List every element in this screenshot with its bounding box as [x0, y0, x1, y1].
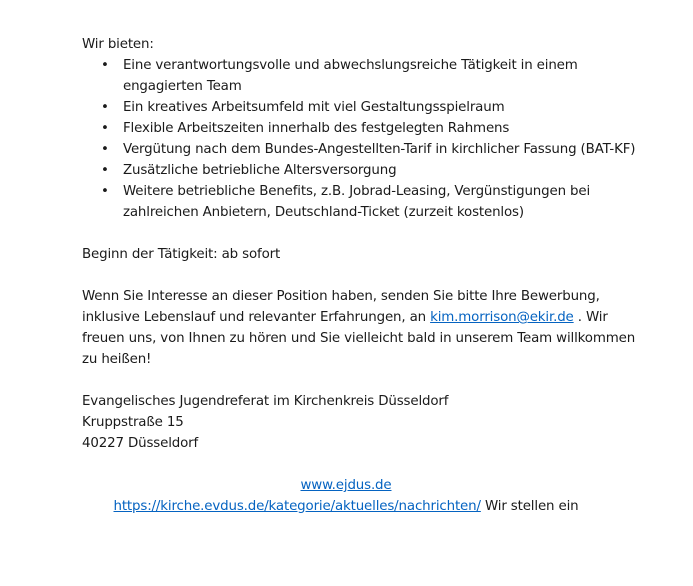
application-text-after: . Wir freuen uns, von Ihnen zu hören und Sie vielleicht bald in unserem Team willkommen zu heißen!	[82, 310, 636, 367]
website-line	[82, 475, 610, 496]
bullet-icon: •	[101, 121, 109, 136]
news-suffix: Wir stellen ein	[480, 499, 579, 514]
address-street: Kruppstraße 15	[82, 415, 184, 430]
application-paragraph	[82, 286, 642, 370]
list-item-text: Zusätzliche betriebliche Altersversorgung	[123, 163, 397, 178]
offer-heading: Wir bieten:	[82, 37, 154, 52]
bullet-icon: •	[101, 142, 109, 157]
spacer	[82, 265, 642, 286]
list-item	[82, 181, 642, 223]
list-item	[82, 97, 642, 118]
list-item-text: Vergütung nach dem Bundes-Angestellten-Tarif in kirchlicher Fassung (BAT-KF)	[123, 142, 636, 157]
list-item-text: Ein kreatives Arbeitsumfeld mit viel Gestaltungsspielraum	[123, 100, 505, 115]
document-body	[82, 34, 642, 517]
address-organization: Evangelisches Jugendreferat im Kirchenkreis Düsseldorf	[82, 394, 449, 409]
list-item	[82, 139, 642, 160]
bullet-icon: •	[101, 100, 109, 115]
application-text-before: Wenn Sie Interesse an dieser Position haben, senden Sie bitte Ihre Bewerbung, inklusive Lebenslauf und relevanter Erfahrungen, an	[82, 289, 600, 325]
website-link[interactable]: www.ejdus.de	[300, 478, 392, 493]
news-link[interactable]: https://kirche.evdus.de/kategorie/aktuelles/nachrichten/	[113, 499, 481, 514]
address-city: 40227 Düsseldorf	[82, 436, 199, 451]
bullet-icon: •	[101, 58, 109, 73]
email-link[interactable]: kim.morrison@ekir.de	[430, 310, 574, 325]
list-item	[82, 55, 642, 97]
spacer	[82, 370, 642, 391]
bullet-icon: •	[101, 184, 109, 199]
news-line	[82, 496, 610, 517]
start-date-text: Beginn der Tätigkeit: ab sofort	[82, 247, 281, 262]
list-item	[82, 160, 642, 181]
list-item-text: Eine verantwortungsvolle und abwechslungsreiche Tätigkeit in einem engagierten Team	[123, 58, 578, 94]
list-item	[82, 118, 642, 139]
list-item-text: Flexible Arbeitszeiten innerhalb des festgelegten Rahmens	[123, 121, 510, 136]
list-item-text: Weitere betriebliche Benefits, z.B. Jobrad-Leasing, Vergünstigungen bei zahlreichen Anbietern, Deutschland-Ticket (zurzeit kostenlos)	[123, 184, 591, 220]
offer-list	[82, 55, 642, 223]
spacer	[82, 223, 642, 244]
spacer	[82, 454, 642, 475]
bullet-icon: •	[101, 163, 109, 178]
